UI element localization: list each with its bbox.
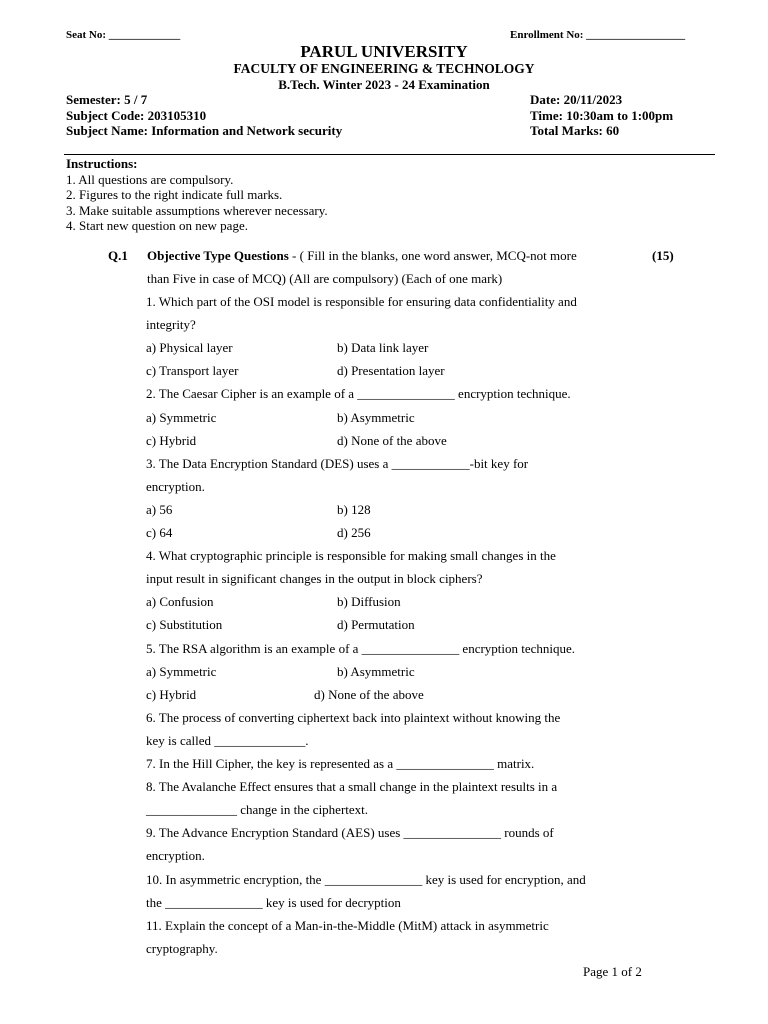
university-name: PARUL UNIVERSITY (300, 42, 468, 61)
subject-code: Subject Code: 203105310 (66, 107, 207, 123)
answer-option: b) 128 (337, 501, 371, 517)
question-text-continued: ______________ change in the ciphertext. (146, 802, 369, 818)
question-text: 6. The process of converting ciphertext back into plaintext without knowing the (146, 709, 561, 725)
answer-option: d) 256 (337, 525, 371, 540)
question-text: 4. What cryptographic principle is responsible for making small changes in the (146, 548, 556, 564)
answer-option: a) Symmetric (146, 409, 217, 425)
answer-option: c) Hybrid (146, 686, 197, 702)
question-text-continued: encryption. (146, 478, 205, 494)
exam-date: Date: 20/11/2023 (530, 92, 623, 107)
question-text: 9. The Advance Encryption Standard (AES) uses _______________ rounds of (146, 825, 554, 841)
enrollment-number-field: Enrollment No: __________________ (510, 29, 686, 41)
header-divider (64, 154, 715, 155)
question-text-continued: encryption. (146, 848, 205, 864)
question-text-continued: integrity? (146, 317, 196, 333)
question-text: 10. In asymmetric encryption, the _______________ key is used for encryption, and (146, 871, 586, 887)
question-text-continued: input result in significant changes in the output in block ciphers? (146, 571, 483, 587)
instruction-item: 2. Figures to the right indicate full marks. (66, 187, 283, 202)
answer-option: b) Asymmetric (337, 409, 415, 425)
instruction-item: 4. Start new question on new page. (66, 218, 248, 233)
question-number: Q.1 (108, 248, 128, 263)
answer-option: d) None of the above (314, 686, 424, 702)
instruction-item: 1. All questions are compulsory. (66, 171, 234, 187)
question-heading-rest: - ( Fill in the blanks, one word answer, MCQ-not more (288, 248, 577, 263)
question-text-continued: the _______________ key is used for decryption (146, 894, 401, 910)
instructions-title: Instructions: (66, 156, 138, 171)
answer-option: c) Transport layer (146, 363, 239, 379)
answer-option: a) Physical layer (146, 340, 233, 356)
question-text-continued: cryptography. (146, 940, 218, 956)
question-text: 8. The Avalanche Effect ensures that a small change in the plaintext results in a (146, 779, 558, 795)
question-heading-line2: than Five in case of MCQ) (All are compulsory) (Each of one mark) (147, 271, 503, 286)
question-heading-bold: Objective Type Questions (147, 248, 289, 263)
answer-option: d) Permutation (337, 617, 415, 633)
question-text: 7. In the Hill Cipher, the key is represented as a _______________ matrix. (146, 756, 535, 771)
question-text: 11. Explain the concept of a Man-in-the-Middle (MitM) attack in asymmetric (146, 917, 549, 933)
faculty-name: FACULTY OF ENGINEERING & TECHNOLOGY (233, 61, 535, 76)
exam-meta-right (530, 92, 673, 139)
answer-option: d) None of the above (337, 432, 447, 448)
subject-name: Subject Name: Information and Network security (66, 123, 343, 138)
page-number: Page 1 of 2 (583, 964, 642, 979)
answer-option: c) 64 (146, 525, 173, 540)
question-text: 2. The Caesar Cipher is an example of a _______________ encryption technique. (146, 386, 571, 402)
total-marks: Total Marks: 60 (530, 123, 620, 138)
seat-number-field: Seat No: _____________ (66, 29, 181, 41)
question-text-continued: key is called ______________. (146, 732, 309, 748)
instructions-block (66, 156, 328, 234)
answer-option: a) 56 (146, 501, 173, 517)
answer-option: a) Symmetric (146, 663, 217, 679)
answer-option: a) Confusion (146, 594, 214, 610)
exam-time: Time: 10:30am to 1:00pm (530, 107, 674, 123)
question-heading (147, 248, 577, 264)
answer-option: c) Substitution (146, 617, 223, 633)
answer-option: b) Data link layer (337, 340, 429, 356)
answer-option: b) Asymmetric (337, 663, 415, 679)
instruction-item: 3. Make suitable assumptions wherever necessary. (66, 202, 328, 218)
answer-option: b) Diffusion (337, 594, 401, 610)
exam-meta-left (66, 92, 342, 139)
question-marks: (15) (652, 248, 674, 263)
semester: Semester: 5 / 7 (66, 92, 148, 107)
question-text: 1. Which part of the OSI model is responsible for ensuring data confidentiality and (146, 294, 577, 309)
answer-option: d) Presentation layer (337, 363, 445, 379)
exam-title: B.Tech. Winter 2023 - 24 Examination (278, 77, 490, 92)
question-text: 5. The RSA algorithm is an example of a _______________ encryption technique. (146, 640, 576, 656)
question-text: 3. The Data Encryption Standard (DES) uses a ____________-bit key for (146, 455, 529, 471)
answer-option: c) Hybrid (146, 432, 197, 448)
